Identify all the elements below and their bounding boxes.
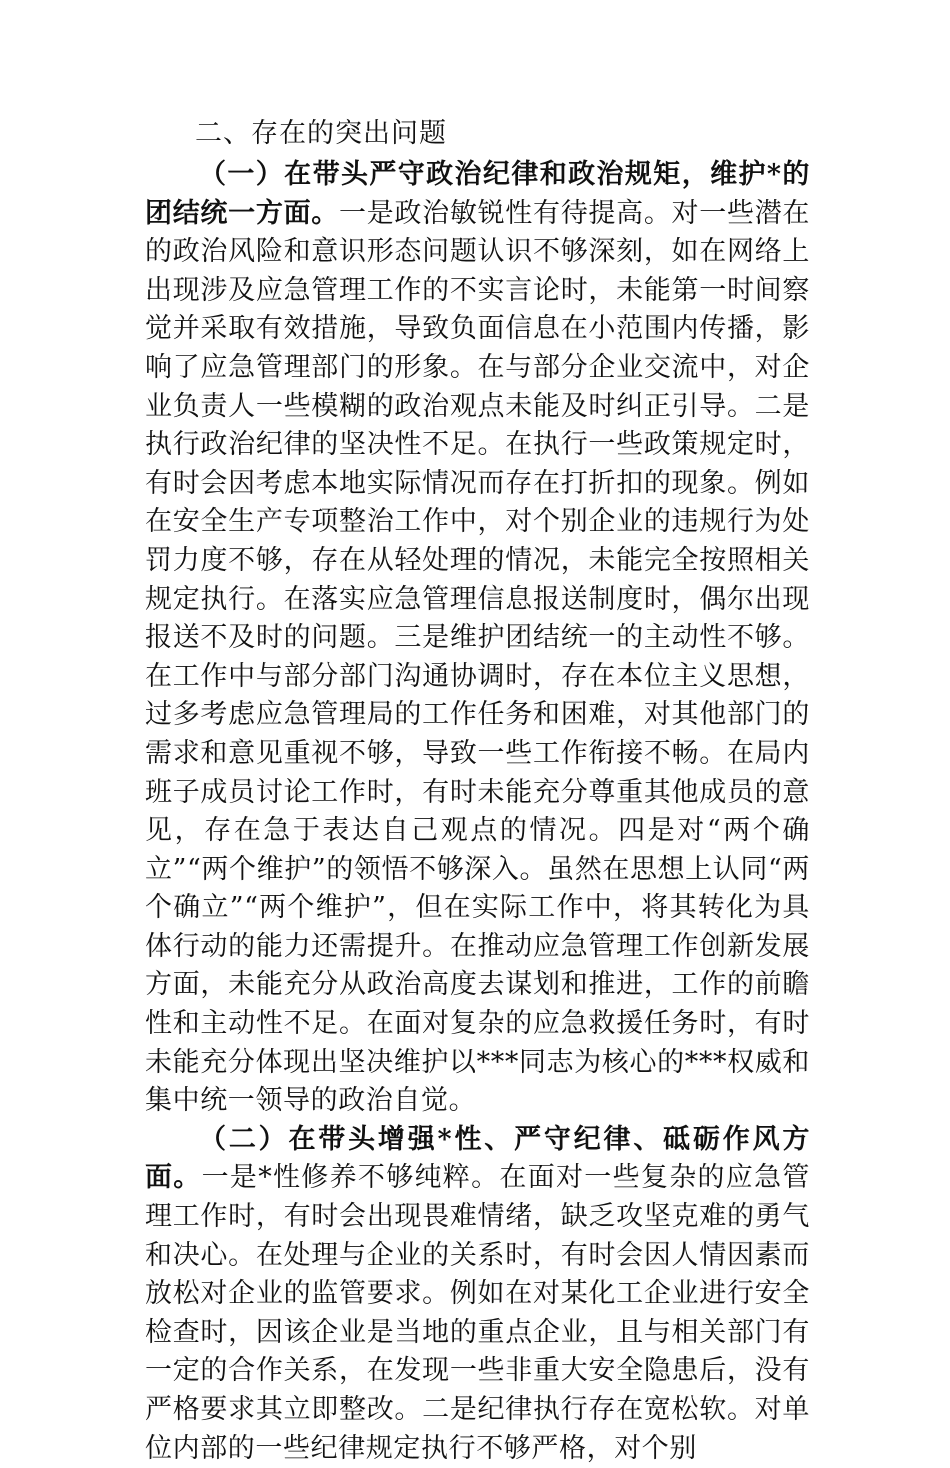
paragraph-1 [145, 156, 810, 1121]
paragraph-2-heading: （二）在带头增强*性、严守纪律、砥砺作风方面。 [145, 1123, 810, 1194]
section-title: 二、存在的突出问题 [195, 118, 447, 149]
paragraph-2 [145, 1121, 810, 1468]
paragraph-1-heading: （一）在带头严守政治纪律和政治规矩，维护*的团结统一方面。 [145, 159, 810, 229]
paragraph-2-body: 一是*性修养不够纯粹。在面对一些复杂的应急管理工作时，有时会出现畏难情绪，缺乏攻坚克难的勇气和决心。在处理与企业的关系时，有时会因人情因素而放松对企业的监管要求。例如在对某化工企业进行安全检查时，因该企业是当地的重点企业，且与相关部门有一定的合作关系，在发现一些非重大安全隐患后，没有严格要求其立即整改。二是纪律执行存在宽松软。对单位内部的一些纪律规定执行不够严格，对个别 [145, 1162, 811, 1464]
paragraph-1-body: 一是政治敏锐性有待提高。对一些潜在的政治风险和意识形态问题认识不够深刻，如在网络上出现涉及应急管理工作的不实言论时，未能第一时间察觉并采取有效措施，导致负面信息在小范围内传播，影响了应急管理部门的形象。在与部分企业交流中，对企业负责人一些模糊的政治观点未能及时纠正引导。二是执行政治纪律的坚决性不足。在执行一些政策规定时，有时会因考虑本地实际情况而存在打折扣的现象。例如在安全生产专项整治工作中，对个别企业的违规行为处罚力度不够，存在从轻处理的情况，未能完全按照相关规定执行。在落实应急管理信息报送制度时，偶尔出现报送不及时的问题。三是维护团结统一的主动性不够。在工作中与部分部门沟通协调时，存在本位主义思想，过多考虑应急管理局的工作任务和困难，对其他部门的需求和意见重视不够，导致一些工作衔接不畅。在局内班子成员讨论工作时，有时未能充分尊重其他成员的意见，存在急于表达自己观点的情况。四是对“两个确立”“两个维护”的领悟不够深入。虽然在思想上认同“两个确立”“两个维护”，但在实际工作中，将其转化为具体行动的能力还需提升。在推动应急管理工作创新发展方面，未能充分从政治高度去谋划和推进，工作的前瞻性和主动性不足。在面对复杂的应急救援任务时，有时未能充分体现出坚决维护以***同志为核心的***权威和集中统一领导的政治自觉。 [145, 197, 811, 1117]
document-page [145, 112, 810, 1468]
